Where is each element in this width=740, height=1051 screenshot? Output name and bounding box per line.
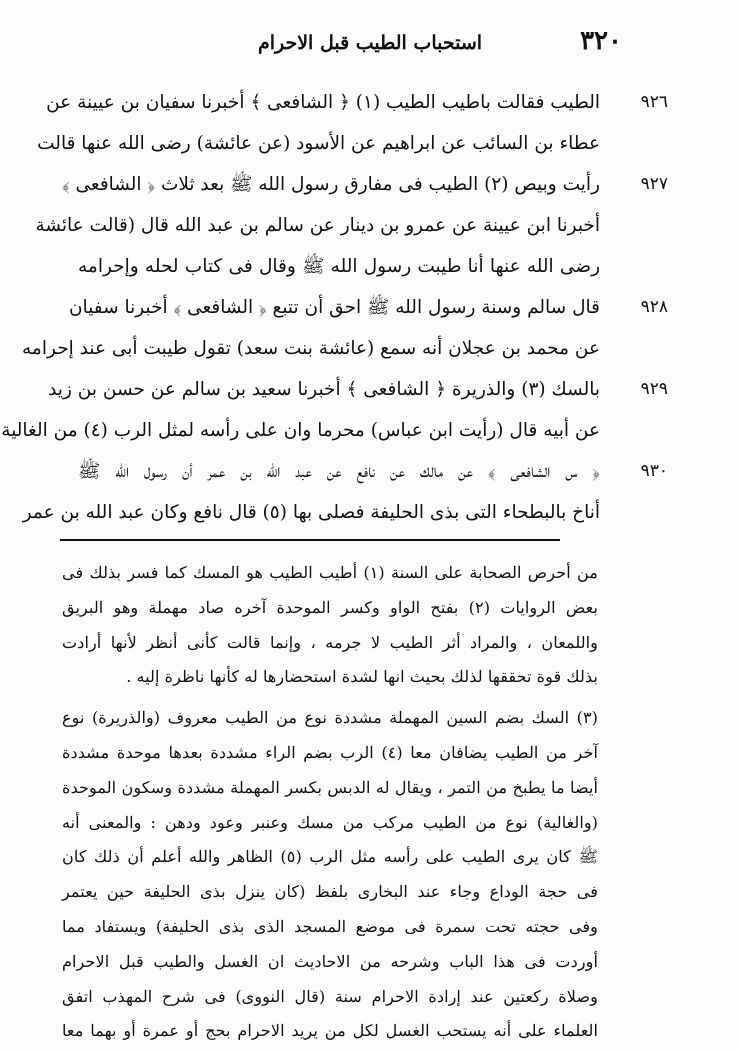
page-header (60, 26, 680, 70)
footnote-line: بذلك قوة تحققها لذلك بحيث انها لشدة استحضارها له كأنها ناظرة إليه . (126, 667, 598, 687)
main-text (1, 82, 600, 533)
footnote-line: بعض الروايات (٢) بفتح الواو وكسر الموحدة آخره صاد مهملة وهو البريق (62, 597, 598, 617)
footnotes (62, 556, 598, 1049)
hadith-number: ٩٢٩ (640, 379, 668, 399)
main-text-line: الطيب فقالت باطيب الطيب (١) ﴿ الشافعى ﴾ أخبرنا سفيان بن عيينة عن (46, 92, 600, 113)
footnote-line: واللمعان ، والمراد أثر الطيب لا جرمه ، وإنما قالت كأنى أنظر لأنها أرادت (62, 632, 598, 652)
hadith-number: ٩٣٠ (640, 461, 668, 481)
footnote-line: فى حجة الوداع وجاء عند البخارى بلفظ (كان ينزل بذى الحليفة حين يعتمر (62, 882, 598, 902)
main-text-line: أخبرنا ابن عيينة عن عمرو بن دينار عن سالم بن عبد الله قال (قالت عائشة (35, 215, 600, 236)
footnote-line: أوردت فى هذا الباب وشرحه من الاحاديث ان الغسل والطيب قبل الاحرام (62, 951, 598, 971)
main-text-line: قال سالم وسنة رسول الله ﷺ احق أن تتبع ﴿ الشافعى ﴾ أخبرنا سفيان (68, 297, 600, 318)
main-text-line: رضى الله عنها أنا طيبت رسول الله ﷺ وقال فى كتاب لحله وإحرامه (78, 256, 600, 277)
footnote-line: وصلاة ركعتين عند إرادة الاحرام سنة (قال النووى) فى شرح المهذب اتفق (62, 986, 598, 1006)
main-text-line: ﴿ س الشافعى ﴾ عن مالك عن نافع عن عبد الله بن عمر أن رسول الله ﷺ (78, 461, 600, 482)
footnote-line: (والغالية) نوع من الطيب مركب من مسك وعنبر وعود ودهن : والمعنى أنه (62, 812, 598, 832)
footnote-divider (60, 539, 560, 541)
hadith-number: ٩٢٧ (640, 174, 668, 194)
footnote-line: وفى حجته تحت سمرة فى موضع المسجد الذى بذى الحليفة) ويستفاد مما (62, 916, 598, 936)
footnote-line: آخر من الطيب يضافان معا (٤) الرب بضم الراء مشددة بعدها موحدة مشددة (62, 742, 598, 762)
main-text-line: رأيت وبيص (٢) الطيب فى مفارق رسول الله ﷺ بعد ثلاث ﴿ الشافعى ﴾ (61, 174, 600, 195)
footnote-line: العلماء على أنه يستحب الغسل لكل من يريد الاحرام بحج أو عمرة أو بهما معا (62, 1021, 598, 1041)
page-number: ٣٢٠ (580, 26, 622, 56)
footnote-line: من أحرص الصحابة على السنة (١) أطيب الطيب هو المسك كما فسر بذلك فى (62, 563, 598, 582)
main-text-line: أناخ بالبطحاء التى بذى الحليفة فصلى بها (٥) قال نافع وكان عبد الله بن عمر (22, 502, 600, 523)
hadith-number: ٩٢٦ (640, 92, 668, 112)
main-text-line: عن محمد بن عجلان أنه سمع (عائشة بنت سعد) تقول طيبت أبى عند إحرامه (22, 338, 600, 359)
main-text-line: بالسك (٣) والذريرة ﴿ الشافعى ﴾ أخبرنا سعيد بن سالم عن حسن بن زيد (48, 379, 600, 400)
footnote-line: ﷺ كان يرى الطيب على رأسه مثل الرب (٥) الظاهر والله أعلم أن ذلك كان (62, 847, 598, 867)
main-text-line: عطاء بن السائب عن ابراهيم عن الأسود (عن عائشة) رضى الله عنها قالت (37, 133, 600, 154)
footnote-line: أيضا ما يطبخ من التمر ، ويقال له الدبس بكسر المهملة مشددة وسكون الموحدة (62, 777, 598, 797)
main-text-line: عن أبيه قال (رأيت ابن عباس) محرما وان على رأسه لمثل الرب (٤) من الغالية (1, 420, 600, 441)
running-title: استحباب الطيب قبل الاحرام (257, 32, 483, 54)
hadith-number: ٩٢٨ (640, 297, 668, 317)
footnote-line: (٣) السك بضم السين المهملة مشددة نوع من الطيب معروف (والذريرة) نوع (62, 708, 598, 728)
